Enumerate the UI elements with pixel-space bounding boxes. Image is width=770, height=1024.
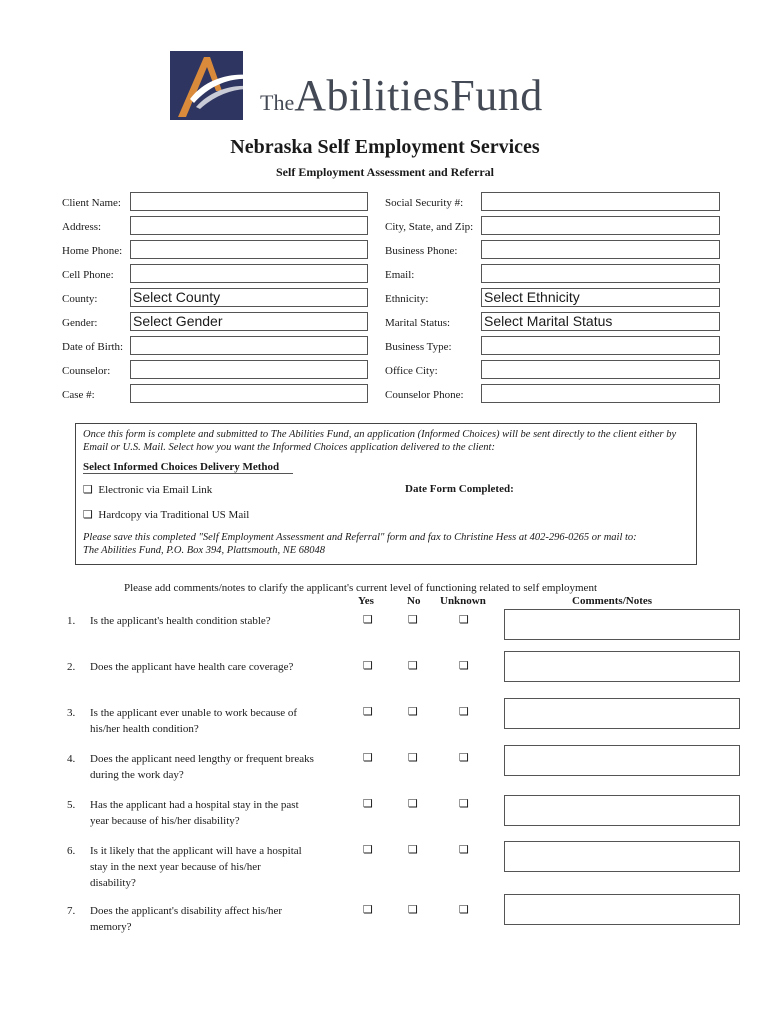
- counselor-label: Counselor:: [62, 365, 111, 377]
- marital-status-label: Marital Status:: [385, 317, 451, 329]
- question-text: Is the applicant's health condition stable?: [90, 615, 271, 627]
- client-name-label: Client Name:: [62, 197, 121, 209]
- abilities-fund-logo-icon: [170, 51, 243, 120]
- question-text: Is it likely that the applicant will have a hospital stay in the next year because of his/her disability?: [90, 845, 302, 889]
- q1-comments-field[interactable]: [504, 609, 740, 640]
- q1-no-checkbox[interactable]: ❑: [408, 613, 418, 626]
- question-text: Is the applicant ever unable to work because of his/her health condition?: [90, 707, 298, 735]
- question-number: 5.: [67, 799, 76, 811]
- case-number-field[interactable]: [130, 384, 368, 403]
- email-label: Email:: [385, 269, 415, 281]
- question-number: 7.: [67, 905, 76, 917]
- mail-option-label: Hardcopy via Traditional US Mail: [98, 509, 250, 521]
- q1-unknown-checkbox[interactable]: ❑: [459, 613, 469, 626]
- date-of-birth-field[interactable]: [130, 336, 368, 355]
- col-yes-header: Yes: [358, 595, 374, 607]
- q3-comments-field[interactable]: [504, 698, 740, 729]
- logo-mark: [170, 51, 243, 120]
- q6-unknown-checkbox[interactable]: ❑: [459, 843, 469, 856]
- counselor-phone-field[interactable]: [481, 384, 720, 403]
- logo-name: AbilitiesFund: [294, 71, 543, 120]
- q3-no-checkbox[interactable]: ❑: [408, 705, 418, 718]
- mail-delivery-option[interactable]: [83, 508, 249, 521]
- q2-no-checkbox[interactable]: ❑: [408, 659, 418, 672]
- page-title: Nebraska Self Employment Services: [230, 136, 540, 158]
- save-and-fax-note: Please save this completed "Self Employment Assessment and Referral" form and fax to Christine Hess at 402-296-0265 or mail to: The Abilities Fund, P.O. Box 394, Plattsmouth, NE 68048: [83, 532, 637, 556]
- q4-comments-field[interactable]: [504, 745, 740, 776]
- q1-yes-checkbox[interactable]: ❑: [363, 613, 373, 626]
- county-label: County:: [62, 293, 98, 305]
- logo-wordmark: [260, 70, 543, 121]
- col-unknown-header: Unknown: [440, 595, 486, 607]
- q7-comments-field[interactable]: [504, 894, 740, 925]
- question-number: 2.: [67, 661, 76, 673]
- mail-option-checkbox[interactable]: ❑: [83, 508, 93, 521]
- col-no-header: No: [407, 595, 421, 607]
- q4-yes-checkbox[interactable]: ❑: [363, 751, 373, 764]
- email-delivery-option[interactable]: [83, 483, 212, 496]
- address-field[interactable]: [130, 216, 368, 235]
- date-of-birth-label: Date of Birth:: [62, 341, 124, 353]
- counselor-phone-label: Counselor Phone:: [385, 389, 464, 401]
- business-phone-label: Business Phone:: [385, 245, 458, 257]
- gender-label: Gender:: [62, 317, 98, 329]
- q6-comments-field[interactable]: [504, 841, 740, 872]
- q2-yes-checkbox[interactable]: ❑: [363, 659, 373, 672]
- delivery-method-heading: Select Informed Choices Delivery Method: [83, 461, 293, 474]
- question-text: Does the applicant have health care coverage?: [90, 661, 294, 673]
- q4-unknown-checkbox[interactable]: ❑: [459, 751, 469, 764]
- q3-unknown-checkbox[interactable]: ❑: [459, 705, 469, 718]
- marital-status-select[interactable]: Select Marital Status: [481, 312, 720, 331]
- counselor-field[interactable]: [130, 360, 368, 379]
- cell-phone-field[interactable]: [130, 264, 368, 283]
- q5-unknown-checkbox[interactable]: ❑: [459, 797, 469, 810]
- case-number-label: Case #:: [62, 389, 95, 401]
- question-number: 1.: [67, 615, 76, 627]
- business-type-label: Business Type:: [385, 341, 452, 353]
- question-number: 3.: [67, 707, 76, 719]
- q7-unknown-checkbox[interactable]: ❑: [459, 903, 469, 916]
- date-completed-label: Date Form Completed:: [405, 483, 514, 495]
- q3-yes-checkbox[interactable]: ❑: [363, 705, 373, 718]
- office-city-field[interactable]: [481, 360, 720, 379]
- city-state-zip-field[interactable]: [481, 216, 720, 235]
- q7-yes-checkbox[interactable]: ❑: [363, 903, 373, 916]
- question-number: 6.: [67, 845, 76, 857]
- comments-intro: Please add comments/notes to clarify the applicant's current level of functioning related to self employment: [124, 582, 597, 594]
- question-number: 4.: [67, 753, 76, 765]
- q6-yes-checkbox[interactable]: ❑: [363, 843, 373, 856]
- question-text: Does the applicant need lengthy or frequent breaks during the work day?: [90, 753, 314, 781]
- q5-no-checkbox[interactable]: ❑: [408, 797, 418, 810]
- q2-unknown-checkbox[interactable]: ❑: [459, 659, 469, 672]
- q5-yes-checkbox[interactable]: ❑: [363, 797, 373, 810]
- gender-select[interactable]: Select Gender: [130, 312, 368, 331]
- home-phone-field[interactable]: [130, 240, 368, 259]
- email-option-label: Electronic via Email Link: [98, 484, 213, 496]
- county-select[interactable]: Select County: [130, 288, 368, 307]
- address-label: Address:: [62, 221, 102, 233]
- question-text: Does the applicant's disability affect his/her memory?: [90, 905, 283, 933]
- cell-phone-label: Cell Phone:: [62, 269, 114, 281]
- logo-prefix: The: [260, 90, 295, 115]
- q6-no-checkbox[interactable]: ❑: [408, 843, 418, 856]
- page-subtitle: Self Employment Assessment and Referral: [276, 165, 494, 179]
- q2-comments-field[interactable]: [504, 651, 740, 682]
- question-text: Has the applicant had a hospital stay in the past year because of his/her disability?: [90, 799, 299, 827]
- ssn-label: Social Security #:: [385, 197, 464, 209]
- office-city-label: Office City:: [385, 365, 438, 377]
- city-state-zip-label: City, State, and Zip:: [385, 221, 474, 233]
- notice-intro: Once this form is complete and submitted to The Abilities Fund, an application (Informed Choices) will be sent directly to the client either by Email or U.S. Mail. Select how you want the Informed Choices application delivered to the client:: [83, 429, 677, 453]
- ssn-field[interactable]: [481, 192, 720, 211]
- email-field[interactable]: [481, 264, 720, 283]
- home-phone-label: Home Phone:: [62, 245, 123, 257]
- business-type-field[interactable]: [481, 336, 720, 355]
- q5-comments-field[interactable]: [504, 795, 740, 826]
- business-phone-field[interactable]: [481, 240, 720, 259]
- ethnicity-label: Ethnicity:: [385, 293, 429, 305]
- q7-no-checkbox[interactable]: ❑: [408, 903, 418, 916]
- ethnicity-select[interactable]: Select Ethnicity: [481, 288, 720, 307]
- q4-no-checkbox[interactable]: ❑: [408, 751, 418, 764]
- client-name-field[interactable]: [130, 192, 368, 211]
- col-comments-header: Comments/Notes: [572, 595, 653, 607]
- email-option-checkbox[interactable]: ❑: [83, 483, 93, 496]
